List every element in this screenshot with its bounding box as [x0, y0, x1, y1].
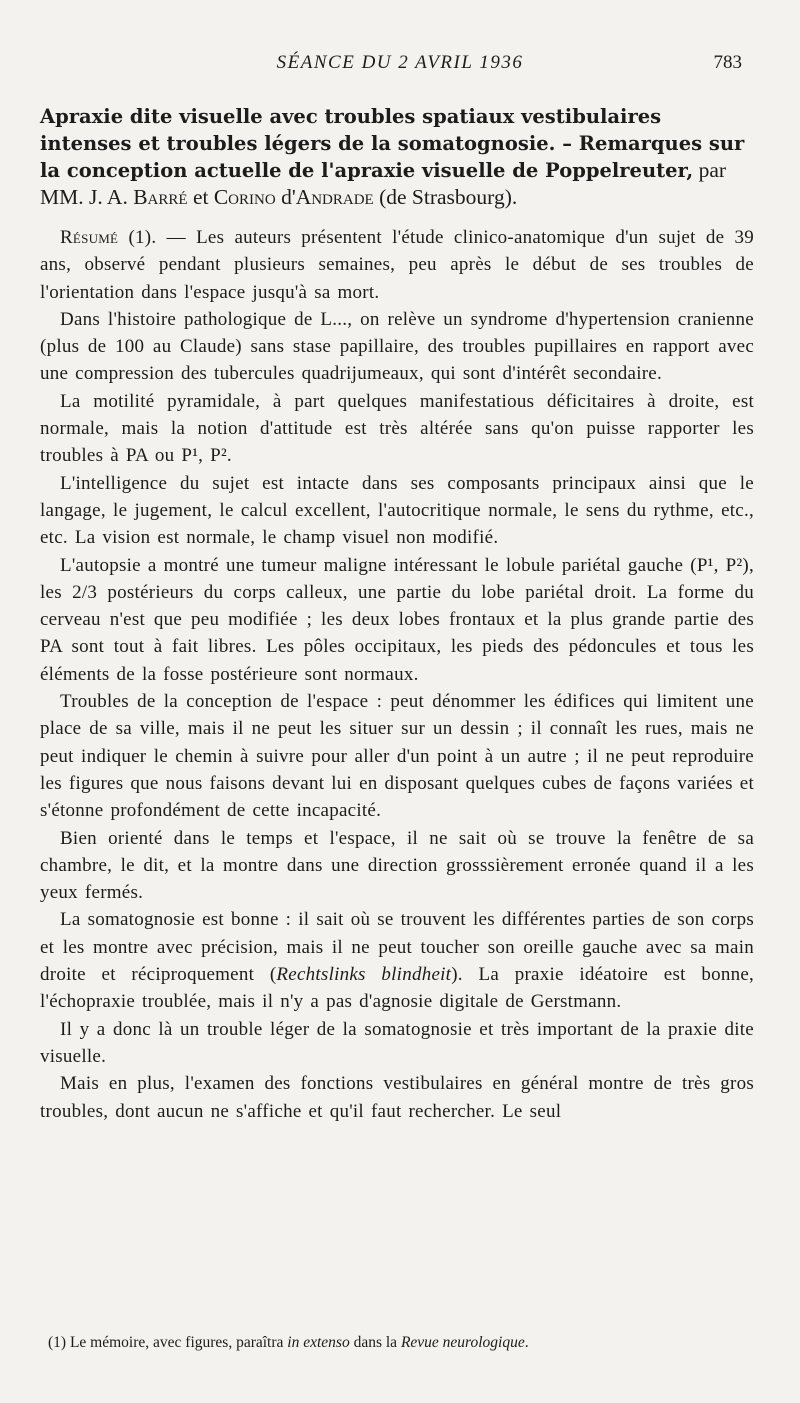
- somatognosia-italic: Rechtslinks blindheit: [276, 964, 452, 986]
- resume-ref: (1). —: [118, 227, 197, 248]
- paragraph-intelligence: L'intelligence du sujet est intacte dans ses composants principaux ainsi que le langage, le jugement, le calcul excellent, l'autocritique normale, le sens du rythme, etc., etc. La vision est normale, le champ visuel non modifié.: [40, 472, 754, 549]
- paragraph-autopsy: L'autopsie a montré une tumeur maligne intéressant le lobule pariétal gauche (P¹, P²), les 2/3 postérieurs du corps calleux, une partie du lobe pariétal droit. La forme du cerveau n'est que peu modifiée ; les deux lobes frontaux et la plus grande partie des PA sont tout à fait libres. Les pôles occipitaux, les pieds des pédoncules et tous les éléments de la fosse postérieure sont normaux.: [40, 554, 754, 685]
- footnote-italic-b: Revue neurologique: [400, 1334, 525, 1351]
- title-par: par MM. J. A.: [40, 158, 727, 209]
- title-d: d': [275, 185, 296, 209]
- article-title: [40, 103, 752, 210]
- footnote: [48, 1334, 752, 1352]
- resume-text: Les auteurs présentent l'étude clinico-anatomique d'un sujet de 39 ans, observé pendant plusieurs semaines, peu après le début de ses troubles de l'orientation dans l'espace jusqu'à sa mort.: [40, 227, 754, 303]
- affiliation: (de Strasbourg).: [373, 185, 518, 209]
- paragraph-summary: Il y a donc là un trouble léger de la somatognosie et très important de la praxie dite visuelle.: [40, 1018, 754, 1067]
- author-barre: Barré: [133, 185, 188, 209]
- somatognosia-text-a: La somatognosie est bonne : il sait où se trouvent les différentes parties de son corps et les montre avec précision, mais il ne peut toucher son oreille gauche avec sa main droite et réciproquement (: [40, 909, 754, 986]
- footnote-text-c: .: [524, 1334, 529, 1351]
- author-andrade: Andrade: [295, 185, 374, 209]
- page-number: 783: [713, 52, 742, 73]
- running-head: SÉANCE DU 2 AVRIL 1936: [276, 52, 524, 73]
- article-body: [40, 224, 754, 1125]
- footnote-text-b: dans la: [349, 1334, 401, 1351]
- resume-paragraph: [40, 224, 754, 306]
- page-header: [0, 52, 800, 82]
- paragraph-motility: La motilité pyramidale, à part quelques manifestatious déficitaires à droite, est normale, mais la notion d'attitude est très altérée sans qu'on puisse rapporter les troubles à PA ou P¹, P².: [40, 390, 754, 467]
- footnote-text-a: Le mémoire, avec figures, paraîtra: [66, 1334, 288, 1351]
- paragraph-vestibular: Mais en plus, l'examen des fonctions vestibulaires en général montre de très gros troubles, dont aucun ne s'affiche et qu'il faut rechercher. Le seul: [40, 1073, 754, 1122]
- resume-label: Résumé: [60, 227, 119, 248]
- footnote-marker: (1): [48, 1334, 67, 1351]
- paragraph-somatognosia: [40, 906, 754, 1015]
- paragraph-history: Dans l'histoire pathologique de L..., on relève un syndrome d'hypertension cranienne (plus de 100 au Claude) sans stase papillaire, des troubles pupillaires en rapport avec une compression des tubercules quadrijumeaux, qui sont d'intérêt secondaire.: [40, 308, 754, 385]
- footnote-italic-a: in extenso: [287, 1334, 350, 1351]
- title-bold: Apraxie dite visuelle avec troubles spatiaux vestibulaires intenses et troubles légers de la somatognosie. – Remarques sur la conception actuelle de l'apraxie visuelle de Poppelreuter,: [40, 105, 745, 182]
- author-corino: Corino: [213, 185, 276, 209]
- somatognosia-text-b: ). La praxie idéatoire est bonne, l'échopraxie troublée, mais il n'y a pas d'agnosie digitale de Gerstmann.: [40, 964, 755, 1013]
- title-et: et: [187, 185, 214, 209]
- paragraph-orientation: Bien orienté dans le temps et l'espace, il ne sait où se trouve la fenêtre de sa chambre, le dit, et la montre dans une direction grosssièrement erronée quand il a les yeux fermés.: [40, 827, 754, 904]
- paragraph-space-conception: Troubles de la conception de l'espace : peut dénommer les édifices qui limitent une place de sa ville, mais il ne peut les situer sur un dessin ; il connaît les rues, mais ne peut indiquer le chemin à suivre pour aller d'un point à un autre ; il ne peut reproduire les figures que nous faisons devant lui en disposant quelques cubes de façons variées et s'étonne profondément de cette incapacité.: [40, 691, 754, 822]
